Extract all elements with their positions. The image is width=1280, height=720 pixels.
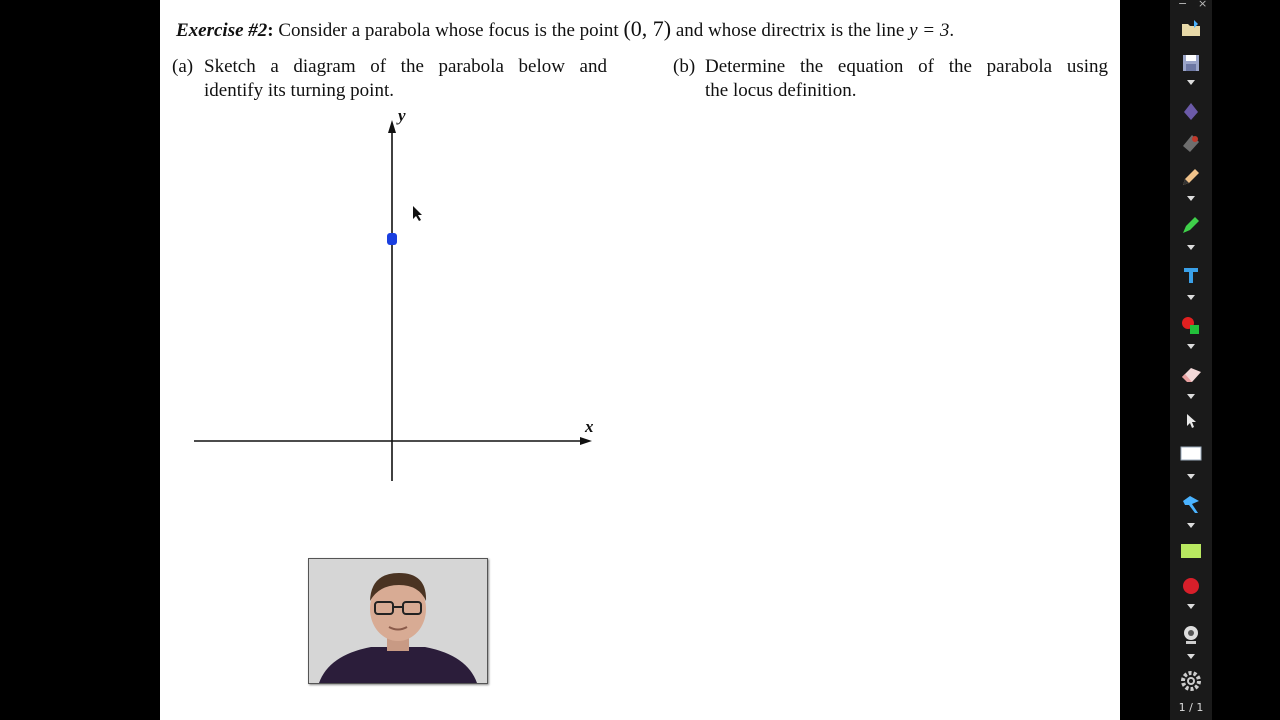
line-dropdown-icon[interactable] (1187, 523, 1195, 528)
mouse-cursor-icon (413, 206, 422, 221)
camera-icon[interactable] (1180, 624, 1202, 651)
highlighter-dropdown-icon[interactable] (1187, 245, 1195, 250)
record-icon[interactable] (1181, 576, 1201, 601)
select-icon[interactable] (1184, 413, 1198, 434)
axes-diagram (160, 0, 1120, 720)
minimize-button[interactable]: − (1178, 0, 1188, 10)
page-indicator: 1 / 1 (1178, 701, 1204, 714)
presenter-image (309, 559, 487, 683)
eraser-dropdown-icon[interactable] (1187, 394, 1195, 399)
shapes-dropdown-icon[interactable] (1187, 344, 1195, 349)
text-icon[interactable] (1180, 264, 1202, 291)
focus-point: (0, 7) (623, 16, 672, 41)
focus-point-marker (387, 233, 397, 245)
record-dropdown-icon[interactable] (1187, 604, 1195, 609)
exercise-statement: Exercise #2: Consider a parabola whose focus is the point (0, 7) and whose directrix is the line y = 3. (176, 16, 955, 41)
x-axis-arrow (580, 437, 592, 445)
part-a-line2: identify its turning point. (204, 80, 394, 101)
save-icon[interactable] (1180, 52, 1202, 79)
part-a-line1: Sketch a diagram of the parabola below and (204, 56, 607, 77)
save-dropdown-icon[interactable] (1187, 80, 1195, 85)
fill-icon[interactable] (1180, 542, 1202, 565)
screen-shade-dropdown-icon[interactable] (1187, 474, 1195, 479)
pencil-icon[interactable] (1180, 166, 1202, 193)
webcam-video[interactable] (308, 558, 488, 684)
folder-icon[interactable] (1180, 18, 1202, 43)
directrix-line: y = 3 (909, 20, 950, 41)
close-button[interactable]: × (1198, 0, 1208, 10)
camera-dropdown-icon[interactable] (1187, 654, 1195, 659)
highlighter-icon[interactable] (1180, 214, 1202, 241)
part-b-line1: Determine the equation of the parabola using (705, 56, 1108, 77)
text-dropdown-icon[interactable] (1187, 295, 1195, 300)
pen-icon[interactable] (1180, 100, 1202, 127)
exercise-label: Exercise #2 (176, 20, 268, 41)
shapes-icon[interactable] (1180, 314, 1202, 341)
pencil-dropdown-icon[interactable] (1187, 196, 1195, 201)
y-axis-label: y (398, 106, 406, 125)
y-axis-arrow (388, 120, 396, 133)
part-b-line2: the locus definition. (705, 80, 857, 101)
eraser-icon[interactable] (1179, 364, 1203, 389)
magic-pen-icon[interactable] (1180, 132, 1202, 159)
exercise-text-a: Consider a parabola whose focus is the point (278, 20, 619, 41)
line-icon[interactable] (1180, 493, 1202, 520)
drawing-toolbar (1170, 0, 1212, 720)
settings-icon[interactable] (1180, 670, 1202, 697)
part-b-marker: (b) (673, 56, 696, 77)
screen-shade-icon[interactable] (1180, 444, 1202, 467)
exercise-text-b: and whose directrix is the line (675, 20, 905, 41)
part-a-marker: (a) (172, 56, 194, 77)
whiteboard-page (160, 0, 1120, 720)
x-axis-label: x (585, 417, 594, 436)
